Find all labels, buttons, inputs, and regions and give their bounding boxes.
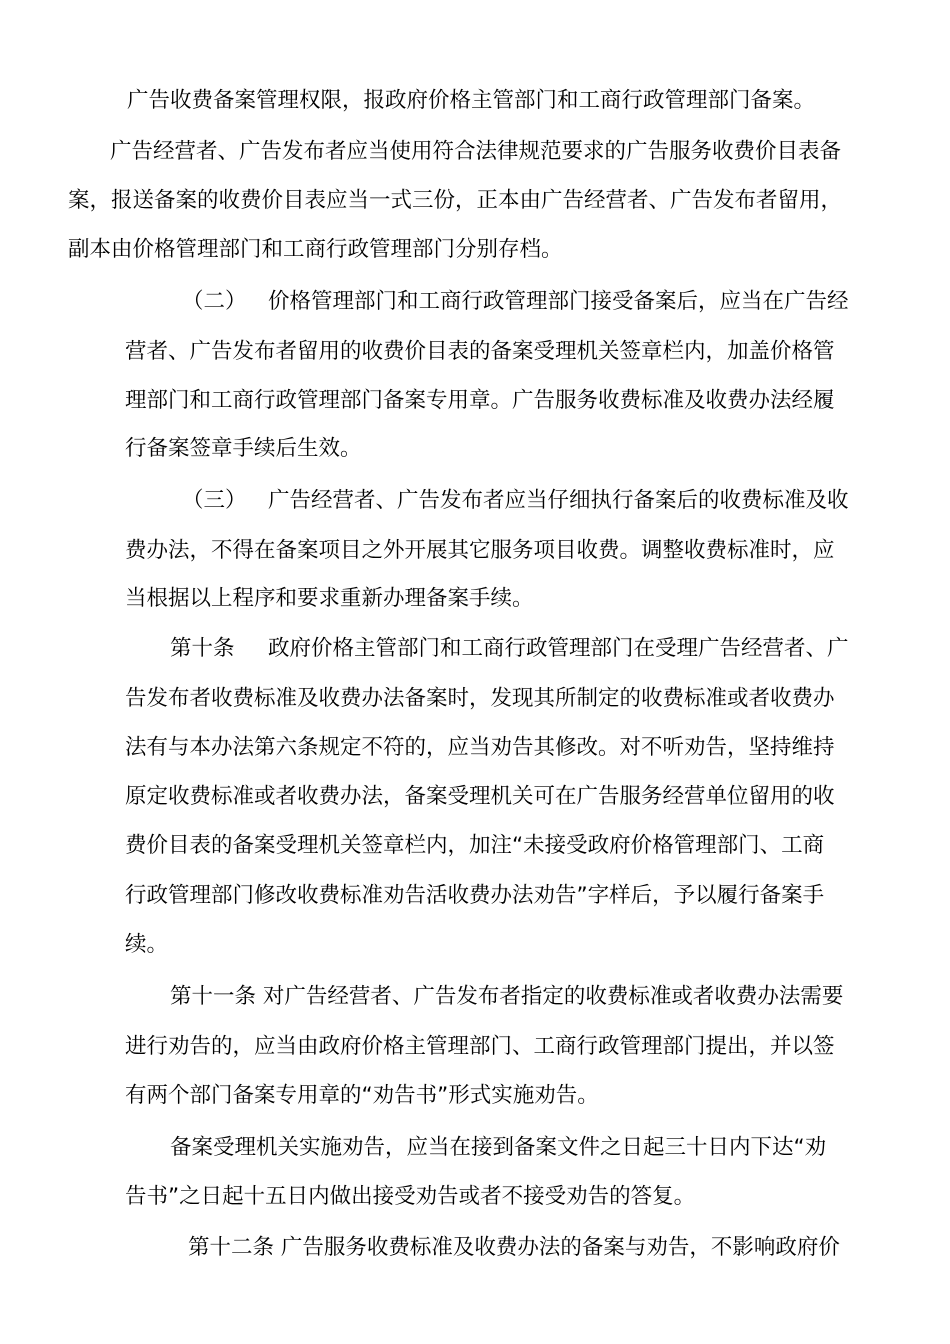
- text-line-18: 续。: [125, 932, 169, 957]
- text-line-1: 广告收费备案管理权限，报政府价格主管部门和工商行政管理部门备案。: [127, 88, 816, 113]
- text-line-12: 政府价格主管部门和工商行政管理部门在受理广告经营者、广: [268, 636, 849, 661]
- text-line-11: 当根据以上程序和要求重新办理备案手续。: [125, 586, 534, 611]
- article-10-label: 第十条: [170, 636, 235, 661]
- text-line-5: 价格管理部门和工商行政管理部门接受备案后，应当在广告经: [268, 289, 849, 314]
- text-line-14: 法有与本办法第六条规定不符的，应当劝告其修改。对不听劝告，坚持维持: [125, 735, 835, 760]
- text-line-22: 备案受理机关实施劝告，应当在接到备案文件之日起三十日内下达“劝: [170, 1135, 827, 1160]
- text-line-20: 进行劝告的，应当由政府价格主管理部门、工商行政管理部门提出，并以签: [125, 1034, 835, 1059]
- text-line-10: 费办法，不得在备案项目之外开展其它服务项目收费。调整收费标准时，应: [125, 538, 835, 563]
- text-line-15: 原定收费标准或者收费办法，备案受理机关可在广告服务经营单位留用的收: [125, 784, 835, 809]
- text-line-3: 案，报送备案的收费价目表应当一式三份，正本由广告经营者、广告发布者留用，: [68, 188, 843, 213]
- text-line-19: 第十一条 对广告经营者、广告发布者指定的收费标准或者收费办法需要: [170, 984, 844, 1009]
- text-line-16: 费价目表的备案受理机关签章栏内，加注“未接受政府价格管理部门、工商: [125, 833, 825, 858]
- text-line-23: 告书”之日起十五日内做出接受劝告或者不接受劝告的答复。: [125, 1184, 696, 1209]
- text-line-17: 行政管理部门修改收费标准劝告活收费办法劝告”字样后，予以履行备案手: [125, 883, 825, 908]
- text-line-6: 营者、广告发布者留用的收费价目表的备案受理机关签章栏内，加盖价格管: [125, 339, 835, 364]
- text-line-9: 广告经营者、广告发布者应当仔细执行备案后的收费标准及收: [268, 488, 849, 513]
- text-line-24: 第十二条 广告服务收费标准及收费办法的备案与劝告，不影响政府价: [188, 1235, 840, 1260]
- section-label-3: （三）: [182, 488, 247, 513]
- text-line-4: 副本由价格管理部门和工商行政管理部门分别存档。: [68, 237, 563, 262]
- text-line-13: 告发布者收费标准及收费办法备案时，发现其所制定的收费标准或者收费办: [125, 686, 835, 711]
- text-line-21: 有两个部门备案专用章的“劝告书”形式实施劝告。: [125, 1083, 599, 1108]
- text-line-7: 理部门和工商行政管理部门备案专用章。广告服务收费标准及收费办法经履: [125, 388, 835, 413]
- text-line-2: 广告经营者、广告发布者应当使用符合法律规范要求的广告服务收费价目表备: [110, 139, 842, 164]
- text-line-8: 行备案签章手续后生效。: [125, 436, 362, 461]
- section-label-2: （二）: [182, 289, 247, 314]
